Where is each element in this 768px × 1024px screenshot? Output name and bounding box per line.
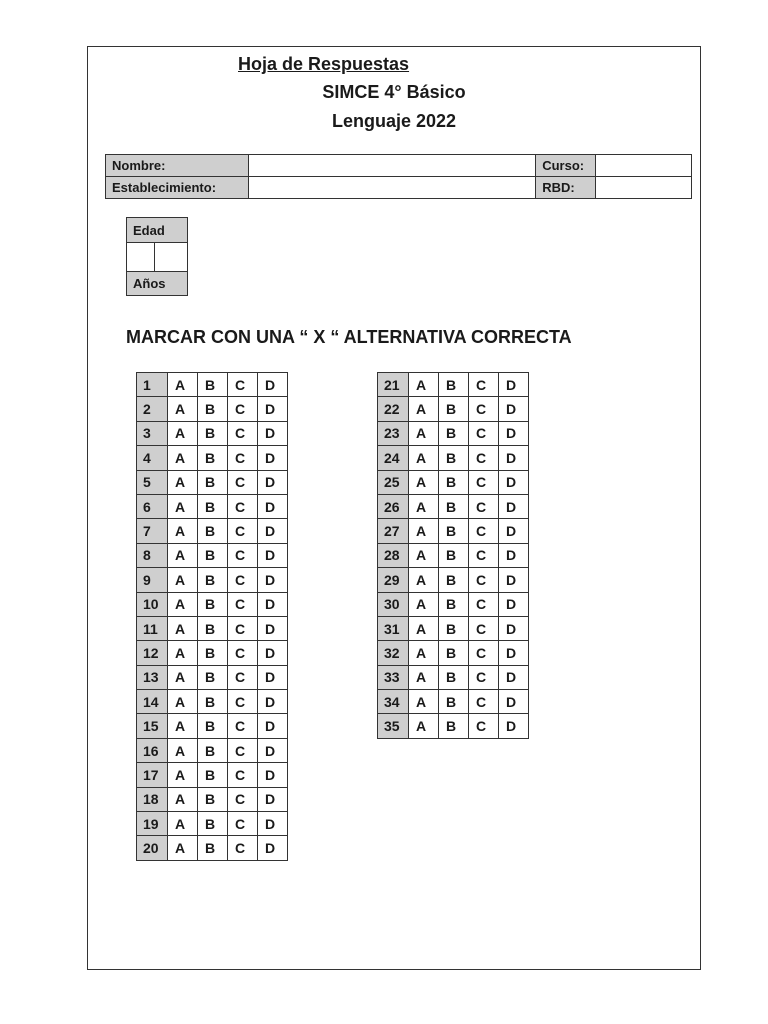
curso-field[interactable] [596,155,692,177]
answer-option-d[interactable]: D [258,470,288,494]
answer-option-a[interactable]: A [168,373,198,397]
answer-option-d[interactable]: D [499,568,529,592]
answer-option-a[interactable]: A [409,373,439,397]
answer-table-right [377,372,529,739]
answer-option-c[interactable]: C [228,714,258,738]
nombre-field[interactable] [248,155,535,177]
question-number: 12 [137,641,168,665]
answer-option-d[interactable]: D [499,421,529,445]
age-digit-1-field[interactable] [127,243,155,272]
answer-option-b[interactable]: B [439,446,469,470]
question-number: 20 [137,836,168,860]
answer-row [378,373,529,397]
answer-option-c[interactable]: C [228,787,258,811]
question-number: 26 [378,494,409,518]
question-number: 29 [378,568,409,592]
answer-option-b[interactable]: B [439,568,469,592]
answer-option-c[interactable]: C [228,592,258,616]
answer-row [378,568,529,592]
answer-option-a[interactable]: A [168,714,198,738]
answer-option-d[interactable]: D [499,373,529,397]
answer-row [378,519,529,543]
student-info-table [105,154,692,199]
answer-option-b[interactable]: B [198,763,228,787]
question-number: 7 [137,519,168,543]
answer-option-b[interactable]: B [439,665,469,689]
answer-option-d[interactable]: D [499,592,529,616]
answer-option-b[interactable]: B [439,470,469,494]
answer-option-c[interactable]: C [228,641,258,665]
answer-option-a[interactable]: A [168,763,198,787]
answer-option-d[interactable]: D [499,494,529,518]
answer-option-b[interactable]: B [439,641,469,665]
answer-option-d[interactable]: D [499,397,529,421]
answer-option-c[interactable]: C [228,836,258,860]
answer-option-c[interactable]: C [469,519,499,543]
answer-option-d[interactable]: D [258,665,288,689]
answer-option-b[interactable]: B [439,592,469,616]
answer-option-c[interactable]: C [228,421,258,445]
answer-option-d[interactable]: D [258,690,288,714]
question-number: 33 [378,665,409,689]
answer-option-a[interactable]: A [168,470,198,494]
rbd-label: RBD: [536,177,596,199]
answer-row [137,812,288,836]
answer-row [137,616,288,640]
question-number: 23 [378,421,409,445]
question-number: 32 [378,641,409,665]
answer-option-c[interactable]: C [469,641,499,665]
edad-label: Edad [127,218,188,243]
answer-row [378,421,529,445]
answer-row [378,690,529,714]
answer-option-c[interactable]: C [228,616,258,640]
answer-option-b[interactable]: B [439,373,469,397]
answer-option-d[interactable]: D [258,592,288,616]
answer-option-d[interactable]: D [258,616,288,640]
answer-option-d[interactable]: D [258,494,288,518]
answer-option-c[interactable]: C [228,568,258,592]
answer-option-c[interactable]: C [469,397,499,421]
answer-option-c[interactable]: C [469,592,499,616]
question-number: 10 [137,592,168,616]
answer-option-a[interactable]: A [168,616,198,640]
answer-option-a[interactable]: A [409,470,439,494]
answer-row [137,373,288,397]
answer-option-d[interactable]: D [258,373,288,397]
answer-row [378,543,529,567]
answer-row [137,641,288,665]
answer-option-c[interactable]: C [228,397,258,421]
answer-option-c[interactable]: C [469,446,499,470]
answer-option-d[interactable]: D [258,641,288,665]
question-number: 28 [378,543,409,567]
answer-option-b[interactable]: B [198,787,228,811]
answer-row [137,470,288,494]
sheet-title: Hoja de Respuestas [238,54,410,74]
answer-option-b[interactable]: B [439,397,469,421]
question-number: 9 [137,568,168,592]
answer-option-a[interactable]: A [409,446,439,470]
answer-row [137,665,288,689]
answer-option-a[interactable]: A [168,592,198,616]
sheet-subtitle: SIMCE 4° Básico [322,82,466,102]
answer-option-b[interactable]: B [198,665,228,689]
answer-option-a[interactable]: A [168,836,198,860]
answer-option-c[interactable]: C [228,812,258,836]
question-number: 15 [137,714,168,738]
answer-option-c[interactable]: C [228,665,258,689]
nombre-label: Nombre: [106,155,249,177]
answer-row [137,446,288,470]
answer-row [137,543,288,567]
answer-row [378,641,529,665]
answer-option-d[interactable]: D [499,616,529,640]
answer-row [378,592,529,616]
answer-option-c[interactable]: C [228,494,258,518]
answer-row [378,494,529,518]
answer-row [137,738,288,762]
sheet-subject: Lenguaje 2022 [331,111,457,131]
answer-option-b[interactable]: B [198,421,228,445]
answer-option-b[interactable]: B [439,519,469,543]
answer-option-d[interactable]: D [499,543,529,567]
answer-option-c[interactable]: C [469,494,499,518]
answer-option-c[interactable]: C [228,690,258,714]
answer-option-b[interactable]: B [198,543,228,567]
answer-option-d[interactable]: D [258,446,288,470]
answer-option-b[interactable]: B [439,421,469,445]
answer-option-b[interactable]: B [198,494,228,518]
answer-option-c[interactable]: C [469,665,499,689]
answer-row [137,494,288,518]
answer-option-a[interactable]: A [168,494,198,518]
answer-option-b[interactable]: B [198,690,228,714]
answer-option-c[interactable]: C [469,714,499,738]
answer-row [378,397,529,421]
answer-option-a[interactable]: A [409,690,439,714]
answer-option-b[interactable]: B [439,616,469,640]
answer-option-b[interactable]: B [439,494,469,518]
question-number: 35 [378,714,409,738]
answer-row [137,787,288,811]
answer-option-a[interactable]: A [168,787,198,811]
answer-option-a[interactable]: A [168,446,198,470]
answer-option-c[interactable]: C [469,373,499,397]
answer-table-left [136,372,288,861]
question-number: 8 [137,543,168,567]
question-number: 13 [137,665,168,689]
answer-option-a[interactable]: A [409,494,439,518]
answer-option-a[interactable]: A [409,397,439,421]
answer-option-c[interactable]: C [469,543,499,567]
answer-option-c[interactable]: C [228,763,258,787]
question-number: 4 [137,446,168,470]
answer-row [137,421,288,445]
answer-option-a[interactable]: A [168,641,198,665]
answer-option-c[interactable]: C [228,738,258,762]
answer-option-d[interactable]: D [499,446,529,470]
answer-option-b[interactable]: B [198,641,228,665]
answer-option-b[interactable]: B [198,568,228,592]
question-number: 11 [137,616,168,640]
answer-option-b[interactable]: B [439,690,469,714]
answer-option-b[interactable]: B [198,836,228,860]
answer-row [137,519,288,543]
question-number: 1 [137,373,168,397]
answer-option-b[interactable]: B [198,812,228,836]
answer-option-d[interactable]: D [258,397,288,421]
answer-option-d[interactable]: D [258,519,288,543]
answer-option-c[interactable]: C [469,690,499,714]
answer-option-a[interactable]: A [168,397,198,421]
answer-option-b[interactable]: B [198,592,228,616]
question-number: 16 [137,738,168,762]
answer-option-d[interactable]: D [258,836,288,860]
answer-option-a[interactable]: A [409,714,439,738]
answer-option-b[interactable]: B [198,446,228,470]
answer-option-d[interactable]: D [258,812,288,836]
answer-option-b[interactable]: B [198,397,228,421]
question-number: 30 [378,592,409,616]
answer-option-b[interactable]: B [439,714,469,738]
answer-option-a[interactable]: A [409,421,439,445]
question-number: 17 [137,763,168,787]
answer-option-c[interactable]: C [228,373,258,397]
anos-label: Años [127,272,188,296]
question-number: 18 [137,787,168,811]
answer-option-d[interactable]: D [499,641,529,665]
question-number: 3 [137,421,168,445]
answer-option-a[interactable]: A [168,665,198,689]
answer-option-a[interactable]: A [168,421,198,445]
question-number: 5 [137,470,168,494]
question-number: 27 [378,519,409,543]
answer-option-a[interactable]: A [168,812,198,836]
answer-option-c[interactable]: C [469,421,499,445]
answer-option-a[interactable]: A [409,641,439,665]
answer-row [137,836,288,860]
answer-row [137,763,288,787]
answer-option-a[interactable]: A [168,690,198,714]
answer-option-d[interactable]: D [258,763,288,787]
question-number: 14 [137,690,168,714]
answer-row [378,665,529,689]
answer-option-c[interactable]: C [469,616,499,640]
answer-option-c[interactable]: C [228,470,258,494]
answer-row [137,592,288,616]
answer-row [378,616,529,640]
answer-option-b[interactable]: B [198,738,228,762]
answer-option-c[interactable]: C [469,568,499,592]
question-number: 31 [378,616,409,640]
answer-option-d[interactable]: D [258,568,288,592]
answer-row [378,446,529,470]
answer-option-a[interactable]: A [168,568,198,592]
answer-option-c[interactable]: C [228,543,258,567]
question-number: 34 [378,690,409,714]
question-number: 2 [137,397,168,421]
answer-option-d[interactable]: D [499,690,529,714]
answer-option-a[interactable]: A [168,738,198,762]
answer-option-a[interactable]: A [409,519,439,543]
question-number: 19 [137,812,168,836]
establecimiento-label: Establecimiento: [106,177,249,199]
rbd-field[interactable] [596,177,692,199]
answer-option-b[interactable]: B [198,616,228,640]
answer-option-a[interactable]: A [168,543,198,567]
question-number: 21 [378,373,409,397]
answer-option-b[interactable]: B [439,543,469,567]
age-digit-2-field[interactable] [154,243,187,272]
answer-option-d[interactable]: D [499,665,529,689]
answer-option-c[interactable]: C [228,519,258,543]
answer-option-a[interactable]: A [409,665,439,689]
instruction-text: MARCAR CON UNA “ X “ ALTERNATIVA CORRECTA [126,327,572,347]
answer-option-a[interactable]: A [168,519,198,543]
answer-option-d[interactable]: D [258,787,288,811]
answer-row [378,714,529,738]
curso-label: Curso: [536,155,596,177]
answer-option-b[interactable]: B [198,714,228,738]
answer-row [378,470,529,494]
answer-row [137,690,288,714]
answer-option-d[interactable]: D [258,714,288,738]
answer-option-b[interactable]: B [198,373,228,397]
question-number: 24 [378,446,409,470]
answer-row [137,568,288,592]
question-number: 6 [137,494,168,518]
answer-option-d[interactable]: D [258,421,288,445]
answer-option-d[interactable]: D [499,519,529,543]
question-number: 25 [378,470,409,494]
answer-option-a[interactable]: A [409,616,439,640]
answer-option-c[interactable]: C [469,470,499,494]
answer-option-d[interactable]: D [499,714,529,738]
answer-row [137,397,288,421]
answer-row [137,714,288,738]
age-table [126,217,188,296]
answer-option-c[interactable]: C [228,446,258,470]
answer-option-a[interactable]: A [409,592,439,616]
answer-option-a[interactable]: A [409,568,439,592]
answer-option-b[interactable]: B [198,519,228,543]
establecimiento-field[interactable] [248,177,535,199]
answer-option-a[interactable]: A [409,543,439,567]
answer-option-d[interactable]: D [258,738,288,762]
answer-option-b[interactable]: B [198,470,228,494]
question-number: 22 [378,397,409,421]
answer-option-d[interactable]: D [258,543,288,567]
answer-option-d[interactable]: D [499,470,529,494]
